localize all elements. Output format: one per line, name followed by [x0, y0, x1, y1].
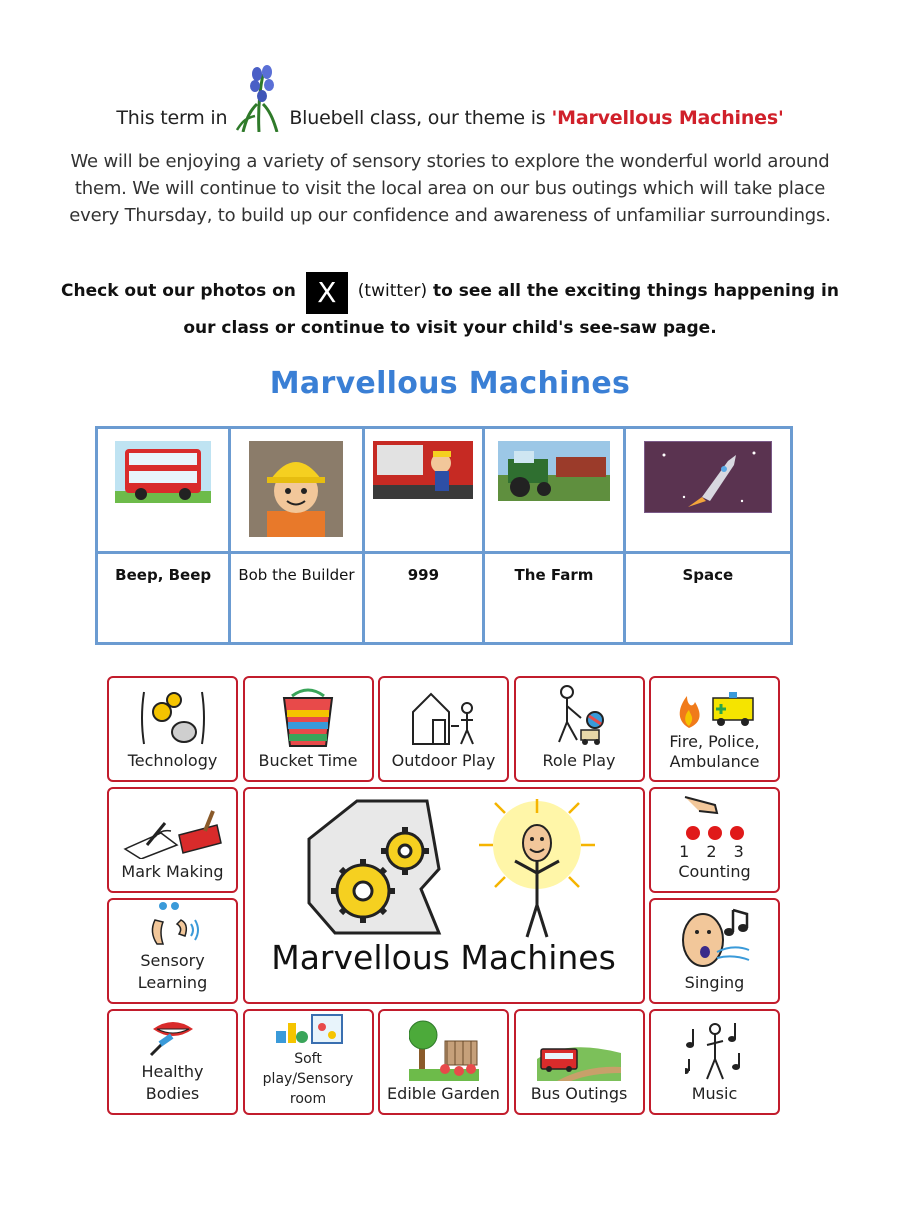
fireman-sam-picture — [373, 441, 473, 499]
intro-before: This term in — [116, 107, 228, 129]
symbol-center-theme — [243, 787, 645, 1004]
topic-image-cell — [97, 428, 230, 553]
symbol-music-label: Music — [691, 1084, 738, 1103]
symbol-counting-digits: 1 2 3 — [679, 842, 750, 861]
symbol-healthy-bodies — [107, 1009, 238, 1115]
symbol-healthy-label-1: Healthy — [141, 1062, 204, 1081]
symbol-singing-label: Singing — [684, 973, 745, 992]
symbol-music — [649, 1009, 780, 1115]
symbol-edible-garden-label: Edible Garden — [387, 1084, 500, 1103]
symbol-counting — [649, 787, 780, 893]
symbol-emergency-label-2: Ambulance — [669, 752, 760, 771]
gears-mouse-icon — [138, 688, 208, 748]
photos-before: Check out our photos on — [61, 281, 296, 301]
symbol-edible-garden — [378, 1009, 509, 1115]
bucket-icon — [278, 684, 338, 748]
machines-gears-icon — [279, 799, 609, 943]
intro-paragraph: We will be enjoying a variety of sensory stories to explore the wonderful world around them. We will continue to visit the local area on our bus outings which will take place every Thursday, to build up our confidence and awareness of unfamiliar surroundings. — [69, 151, 831, 226]
symbol-role-play-label: Role Play — [542, 751, 616, 770]
symbol-grid — [107, 676, 780, 1122]
symbol-singing — [649, 898, 780, 1004]
photos-after: to see all the exciting things happening in our class or continue to visit your child's see-saw page. — [183, 281, 839, 338]
symbol-bus-outings-label: Bus Outings — [530, 1084, 628, 1103]
symbol-emergency — [649, 676, 780, 782]
topic-image-cell — [484, 428, 624, 553]
intro-class-name: Bluebell class, our theme is — [289, 107, 546, 129]
symbol-soft-play — [243, 1009, 374, 1115]
topic-label-bob: Bob the Builder — [230, 553, 363, 644]
pencil-paint-icon — [121, 809, 225, 859]
symbol-role-play — [514, 676, 645, 782]
singing-face-icon — [677, 906, 753, 970]
symbol-center-label: Marvellous Machines — [271, 938, 616, 977]
topic-image-cell — [624, 428, 791, 553]
intro-theme: 'Marvellous Machines' — [551, 107, 784, 129]
symbol-sensory-learning — [107, 898, 238, 1004]
bus-road-icon — [537, 1029, 621, 1081]
topic-image-cell — [363, 428, 484, 553]
house-person-icon — [409, 686, 479, 748]
symbol-soft-label-1: Soft — [294, 1051, 322, 1067]
symbol-bucket-time — [243, 676, 374, 782]
twitter-label: (twitter) — [357, 281, 428, 301]
photos-note — [60, 272, 840, 343]
topic-label-beep: Beep, Beep — [97, 553, 230, 644]
symbol-bus-outings — [514, 1009, 645, 1115]
symbol-technology — [107, 676, 238, 782]
soft-play-icon — [272, 1013, 344, 1047]
symbol-outdoor-play-label: Outdoor Play — [391, 751, 496, 770]
symbol-outdoor-play — [378, 676, 509, 782]
role-play-icon — [547, 684, 611, 748]
symbol-technology-label: Technology — [127, 751, 218, 770]
double-decker-bus-picture — [115, 441, 211, 503]
rocket-in-space-picture — [644, 441, 772, 513]
teeth-brush-icon — [145, 1017, 201, 1059]
topics-heading: Marvellous Machines — [269, 366, 631, 401]
bob-the-builder-picture — [249, 441, 343, 537]
tractor-picture — [498, 441, 610, 501]
symbol-soft-label-2: play/Sensory — [262, 1071, 354, 1087]
counting-dots-icon — [681, 793, 749, 841]
symbol-sensory-label-1: Sensory — [140, 951, 205, 970]
x-logo-icon[interactable]: X — [306, 272, 348, 314]
topic-image-cell — [230, 428, 363, 553]
intro-line — [0, 62, 900, 132]
topic-label-space: Space — [624, 553, 791, 644]
symbol-emergency-label-1: Fire, Police, — [669, 732, 760, 751]
topics-table — [95, 426, 793, 645]
symbol-sensory-label-2: Learning — [137, 973, 208, 992]
topic-label-999: 999 — [363, 553, 484, 644]
symbol-bucket-time-label: Bucket Time — [258, 751, 358, 770]
symbol-mark-making-label: Mark Making — [121, 862, 224, 881]
senses-icon — [145, 900, 201, 948]
music-notes-icon — [685, 1019, 745, 1081]
topic-label-farm: The Farm — [484, 553, 624, 644]
symbol-mark-making — [107, 787, 238, 893]
garden-icon — [409, 1017, 479, 1081]
symbol-healthy-label-2: Bodies — [145, 1084, 200, 1103]
fire-ambulance-icon — [673, 682, 757, 730]
bluebell-icon — [233, 64, 285, 132]
symbol-counting-label: Counting — [678, 862, 751, 881]
symbol-soft-label-3: room — [289, 1091, 327, 1107]
